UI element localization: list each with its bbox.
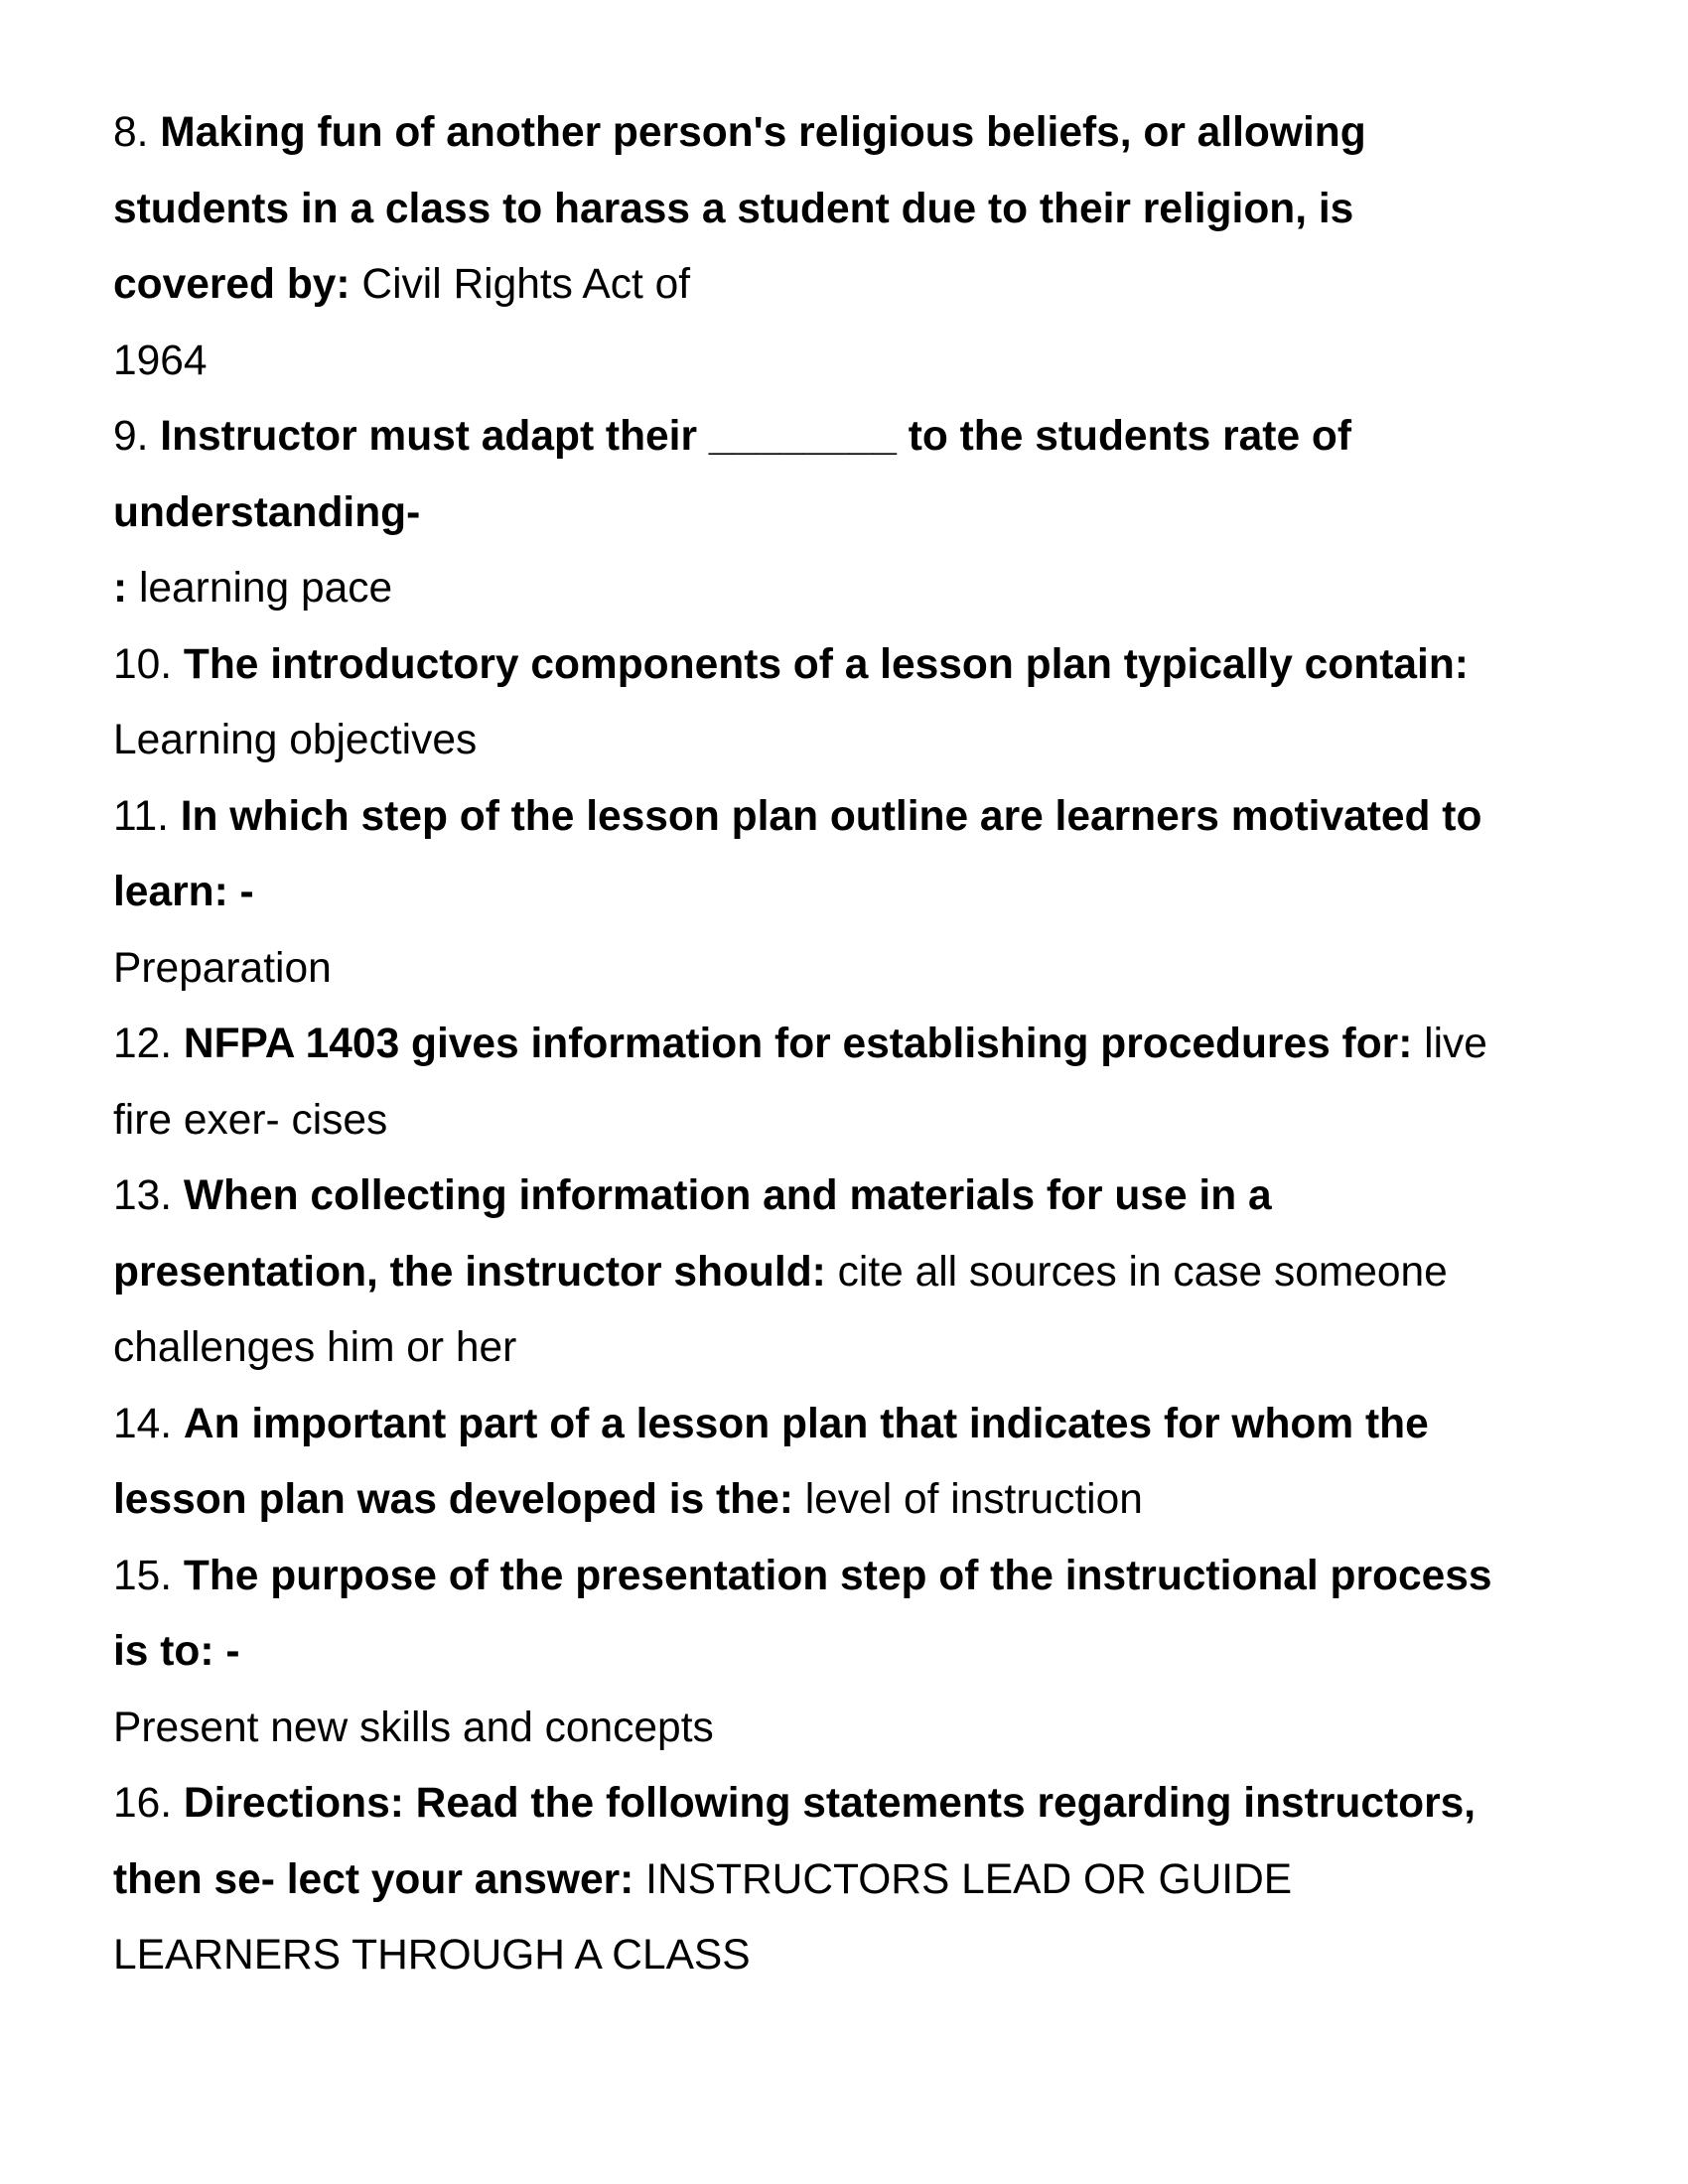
- question-text: learn: -: [113, 869, 254, 915]
- question-number: 11.: [113, 792, 181, 840]
- question-text: NFPA 1403 gives information for establishing procedures for:: [183, 1021, 1413, 1067]
- text-line-19: [113, 1462, 1583, 1539]
- text-line-12: [113, 931, 1583, 1008]
- question-number: 16.: [113, 1780, 184, 1827]
- answer-text: 1964: [113, 337, 208, 384]
- question-text: When collecting information and materials for use in a: [183, 1172, 1272, 1219]
- question-text: The introductory components of a lesson plan typically contain:: [183, 640, 1469, 688]
- answer-text: Civil Rights Act of: [350, 261, 691, 308]
- question-text: lesson plan was developed is the:: [113, 1476, 793, 1523]
- answer-text: challenges him or her: [113, 1324, 517, 1371]
- text-line-4: [113, 324, 1583, 400]
- text-line-15: [113, 1159, 1583, 1235]
- question-text: Making fun of another person's religious beliefs, or allowing: [160, 109, 1366, 156]
- text-line-8: [113, 627, 1583, 704]
- answer-text: live: [1412, 1021, 1487, 1067]
- text-line-18: [113, 1387, 1583, 1463]
- question-number: 10.: [113, 640, 184, 688]
- question-number: 15.: [113, 1552, 184, 1599]
- question-text: presentation, the instructor should:: [113, 1248, 826, 1296]
- question-text: covered by:: [113, 261, 351, 308]
- text-line-16: [113, 1235, 1583, 1311]
- answer-text: fire exer- cises: [113, 1096, 388, 1144]
- question-text: is to: -: [113, 1628, 240, 1675]
- text-line-14: [113, 1083, 1583, 1160]
- text-line-21: [113, 1614, 1583, 1691]
- answer-text: Preparation: [113, 944, 332, 992]
- text-line-17: [113, 1310, 1583, 1387]
- text-line-22: [113, 1691, 1583, 1767]
- question-text: In which step of the lesson plan outline are learners motivated to: [180, 792, 1482, 840]
- text-line-6: [113, 476, 1583, 552]
- text-line-2: [113, 172, 1583, 248]
- text-line-20: [113, 1539, 1583, 1615]
- answer-text: learning pace: [127, 565, 393, 612]
- text-line-9: [113, 703, 1583, 779]
- answer-text: Present new skills and concepts: [113, 1704, 714, 1751]
- question-text: understanding-: [113, 488, 421, 536]
- answer-text: LEARNERS THROUGH A CLASS: [113, 1932, 751, 1979]
- text-line-25: [113, 1918, 1583, 1994]
- text-line-23: [113, 1766, 1583, 1843]
- text-line-10: [113, 779, 1583, 856]
- question-text: Instructor must adapt their ________ to the students rate of: [160, 413, 1351, 460]
- question-text: students in a class to harass a student due to their religion, is: [113, 185, 1354, 232]
- text-line-11: [113, 855, 1583, 931]
- question-text: Directions: Read the following statements regarding instructors,: [183, 1780, 1477, 1827]
- text-line-13: [113, 1007, 1583, 1083]
- question-number: 12.: [113, 1021, 184, 1067]
- text-line-24: [113, 1843, 1583, 1919]
- text-line-7: [113, 551, 1583, 627]
- question-number: 9.: [113, 413, 161, 460]
- question-number: 8.: [113, 109, 161, 156]
- answer-text: INSTRUCTORS LEAD OR GUIDE: [633, 1855, 1293, 1903]
- text-line-3: [113, 247, 1583, 324]
- answer-text: level of instruction: [792, 1476, 1143, 1523]
- text-line-1: [113, 95, 1583, 172]
- question-text: The purpose of the presentation step of the instructional process: [183, 1552, 1492, 1599]
- question-text: An important part of a lesson plan that indicates for whom the: [183, 1400, 1429, 1447]
- question-text: then se- lect your answer:: [113, 1855, 634, 1903]
- question-number: 13.: [113, 1172, 184, 1219]
- answer-text: cite all sources in case someone: [825, 1248, 1448, 1296]
- text-line-5: [113, 399, 1583, 476]
- question-text: :: [113, 565, 128, 612]
- answer-text: Learning objectives: [113, 717, 478, 763]
- document-page: [113, 95, 1583, 1994]
- question-number: 14.: [113, 1400, 184, 1447]
